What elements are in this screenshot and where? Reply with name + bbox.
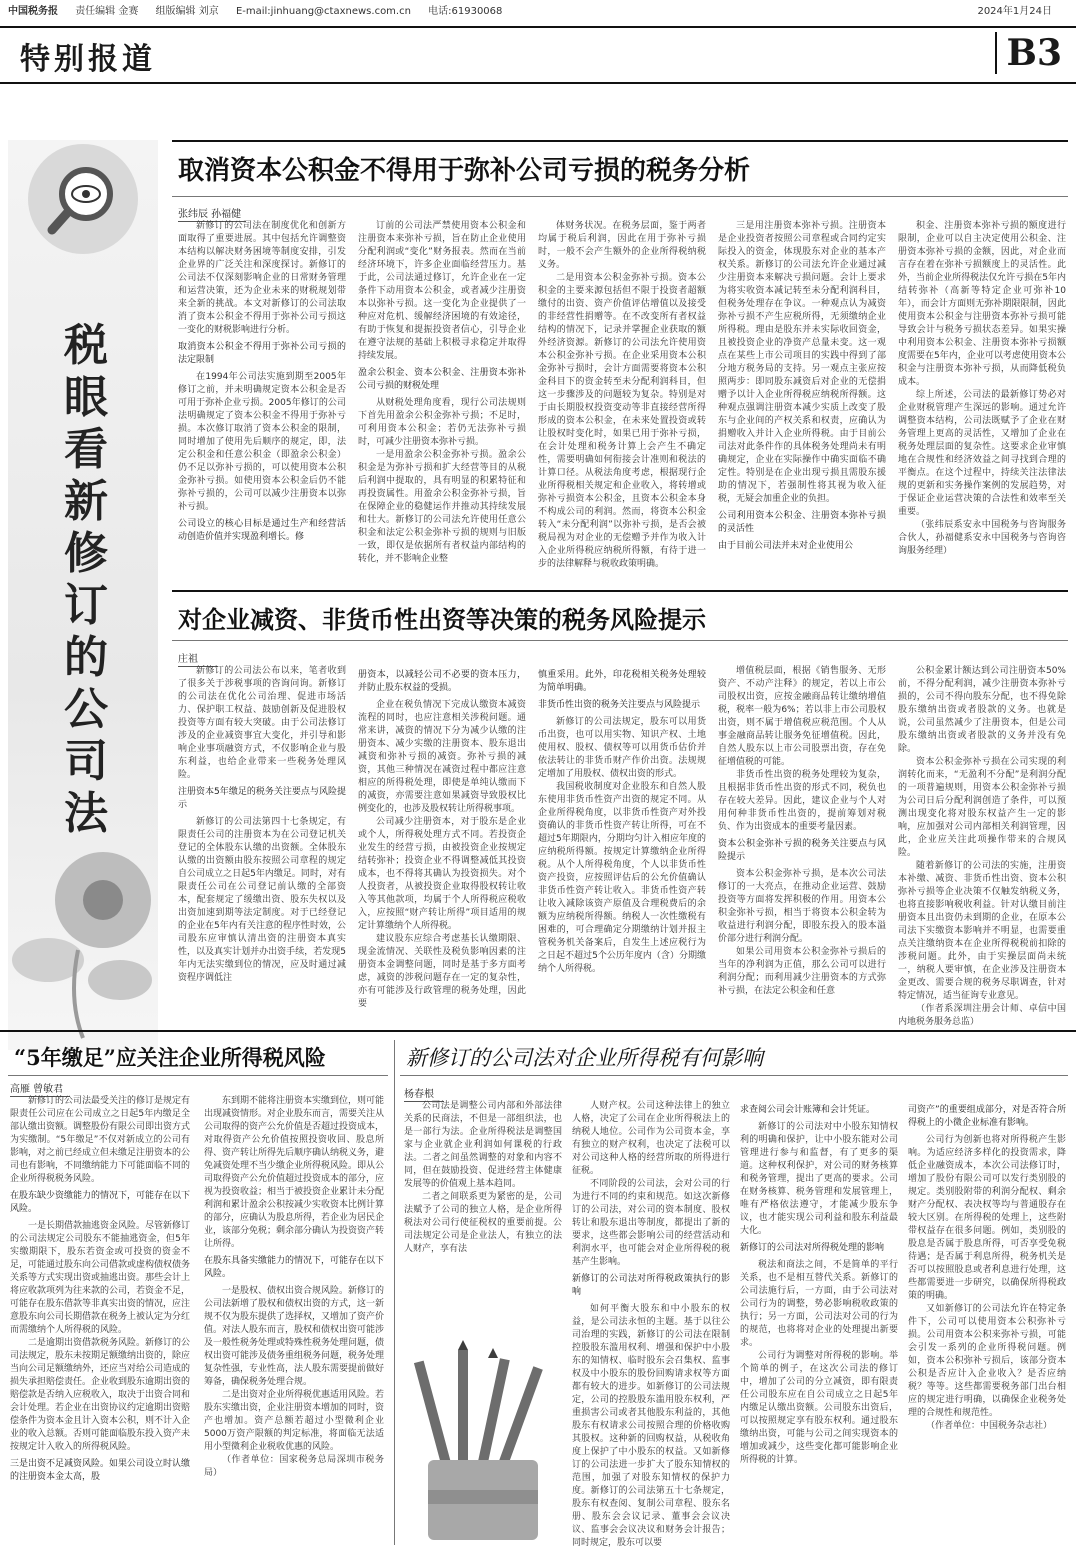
section-header xyxy=(0,26,1076,84)
article1-column xyxy=(898,220,1066,570)
article3-rule xyxy=(8,1075,388,1076)
section-title: 特别报道 xyxy=(20,42,156,77)
side-title-char: 订 xyxy=(64,580,108,631)
paragraph: 资本公积金弥补亏损在公司实现的利润转化而来，“无盈利不分配”是利润分配的一项普遍规则，用资本公积金弥补亏损为公司日后分配利润创造了条件，可以预测出现变化将对股东权益产生一定的影响，应加强对公司内部相关利润管理，因此，企业应关注此项操作带来的合规风险。 xyxy=(898,757,1066,858)
paragraph: 增值税层面，根据《销售服务、无形资产、不动产注释》的规定，若以上市公司股权出资，应按金融商品转让缴纳增值税，税率一般为6%；若以非上市公司股权出资，则不属于增值税应税范围。个人从事金融商品转让服务免征增值税。因此，自然人股东以上市公司股票出资，存在免征增值税的可能。 xyxy=(718,666,886,767)
paragraph: 新修订的公司法对所得税处理的影响 xyxy=(740,1243,885,1253)
email: E-mail:jinhuang@ctaxnews.com.cn xyxy=(235,6,411,17)
paragraph: 税法和商法之间，不是简单的平行关系，也不是相互替代关系。新修订的公司法施行后，一方面，由于公司法对公司行为的调整，势必影响税收政策的执行；另一方面，公司法对公司的行为的规范，也将将对企业的处理提出新要求。 xyxy=(740,1260,898,1348)
paragraph: 三是用注册资本弥补亏损。注册资本是企业投资者按照公司章程或合同约定实际投入的资金，体现股东对企业的基本产权关系。新修订的公司法允许企业通过减少注册资本来解决亏损问题。会计上要求为将实收资本减记转至未分配利润科目，但税务处理存在争议。一种观点认为减资弥补亏损不产生应税所得，无须缴纳企业所得税。理由是股东并未实际收回资金，且被投资企业的净资产总量未变。这一观点在某些上市公司项目的实践中得到了部分地方税务局的支持。另一观点主张应按照两步：即同股东减资后对企业的无偿捐赠予以计入企业所得税应纳税所得额。这种观点强调注册资本减少实质上改变了股东与企业间的产权关系和权责，应确认为捐赠收入并计入企业所得税。由于目前公司法对此条件作的具体税务处理尚未有明确规定，企业在实际操作中确实面临不确定性。特别是在企业出现亏损且需股东援助的情况下，若强制性将其视为收入征税，无疑会加重企业的负担。 xyxy=(718,221,886,504)
paragraph: 在股东具备实缴能力的情况下，可能存在以下风险。 xyxy=(204,1256,385,1279)
paragraph: 在1994年公司法实施到期至2005年修订之前，并未明确规定资本公积金是否可用于弥补企业亏损。2005年修订的公司法明确规定了资本公积金不得用于弥补亏损。本次修订取消了资本公积金的限制，同时增加了使用先后顺序的规定，即，法定公积金和任意公积金（即盈余公积金）仍不足以弥补亏损的，可以使用资本公积金弥补亏损。如使用资本公积金后仍不能弥补亏损的，公司可以减少注册资本以弥补亏损。 xyxy=(178,372,346,512)
article2-top-rule xyxy=(172,590,1068,592)
paragraph: （张纬辰系安永中国税务与咨询服务合伙人，孙福健系安永中国税务与咨询咨询服务经理） xyxy=(898,520,1066,556)
paragraph: 二是出资对企业所得税优惠适用风险。若股东实缴出资，企业注册资本增加的同时，资产也增加。资产总额若超过小型微利企业5000万资产限额的判定标准，将面临无法适用小型微利企业税收优惠的风险。 xyxy=(204,1390,385,1452)
article2-title: 对企业减资、非货币性出资等决策的税务风险提示 xyxy=(178,605,706,634)
paragraph: 公司行为创新也将对所得税产生影响。为适应经济多样化的投资需求，降低企业融资成本，本次公司法修订时，增加了股份有限公司可以发行类别股的规定。类别股附带的利润分配权、剩余财产分配权、表决权等均与普通股存在较大区别。在所得税的处理上，这些附带权益存在很多问题。例如，类别股的股息是否属于股息所得，可否享受免税待遇；是否属于利息所得，税务机关是否可以按照股息或者利息进行处理，这些都需要进一步研究，以确保所得税政策的明确。 xyxy=(908,1135,1066,1301)
paragraph: 公司设立的核心目标是通过生产和经营活动创造价值并实现盈利增长。修 xyxy=(178,519,346,542)
paragraph: （作者系深圳注册会计师、卓信中国内地税务服务总监） xyxy=(898,1004,1066,1027)
article1-column xyxy=(178,220,346,570)
paper-name: 中国税务报 xyxy=(8,6,58,17)
side-panel xyxy=(8,140,158,1050)
paragraph: 公司行为调整对所得税的影响。举个简单的例子，在这次公司法的修订中，增加了公司的分立减资，即有限责任公司股东应在自公司成立之日起5年内缴足认缴出资额。公司股东出资后，可以按照规定享有股东权利。通过股东缴纳出资，可能与公司之间实现资本的增加或减少，这些变化都可能影响企业所得税的计算。 xyxy=(740,1351,898,1465)
paragraph: 企业在税负情况下完成认缴资本减资流程的同时，也应注意相关涉税问题。通常来讲，减资的情况下分为减少认缴的注册资本、减少实缴的注册资本、股东退出减资和弥补亏损的减资。弥补亏损的减资，其他三种情况在减资过程中都应注意相应的所得税处理，即使是单纯认缴而下的减资，亦需要注意如果减资导致股权比例变化的，也涉及股权转让所得税事项。 xyxy=(358,700,526,814)
article1-top-rule xyxy=(172,140,1068,142)
paragraph: 盈余公积金、资本公积金、注册资本弥补公司亏损的财税处理 xyxy=(358,368,526,391)
magnifier-eye-icon xyxy=(28,144,138,254)
article3-body xyxy=(10,1095,386,1545)
paragraph: 如果公司用资本公积金弥补亏损后的当年的净利润为正值，那么公司可以进行利润分配；而利用减少注册资本的方式弥补亏损，在法定公积金和任意 xyxy=(718,947,886,996)
paragraph: 新修订的公司法对所得税政策执行的影响 xyxy=(572,1274,730,1297)
article3-column xyxy=(204,1095,384,1545)
article2-column xyxy=(898,665,1066,1027)
paragraph: 非货币性出资的税务处理较为复杂，且根据非货币性出资的形式不同，税负也存在较大差异。因此，建议企业与个人对用何种非货币性出资的，提前筹划对税负、作为出资成本的重要考量因素。 xyxy=(718,770,886,832)
column-divider xyxy=(394,1040,395,1545)
paragraph: 体财务状况。在税务层面，鉴于两者均属于税后利润，因此在用于弥补亏损时，一般不会产生额外的企业所得税纳税义务。 xyxy=(538,221,706,270)
pencil-cup-illustration xyxy=(398,1340,568,1545)
paragraph: 求查阅公司会计账簿和会计凭证。 xyxy=(740,1105,876,1115)
paragraph: 一是长期借款抽逃资金风险。尽管新修订的公司法规定公司股东不能抽逃资金，但5年实缴期限下，股东若资金或可投资的资金不足，可能通过股东向公司借款或虚构债权债务关系等方式实现出资或抽逃出资。那些会计上将应收款项列为往来款的公司，若资金不足，可能存在股东借款等非真实出资的情况，应注意股东向公司长期借款在税务上被认定为分红而需缴纳个人所得税的风险。 xyxy=(10,1221,191,1335)
article1-column xyxy=(718,220,886,570)
paragraph: 公司减少注册资本，对于股东是企业或个人，所得税处理方式不同。若投资企业发生的经营亏损，由被投资企业按规定结转弥补；投资企业不得调整减低其投资成本，也不得将其确认为投资损失。对个人投资者，从被投资企业取得股权转让收入等其他款项，均属于个人所得税应税收入，应按照“财产转让所得”项目适用的规定计算缴纳个人所得税。 xyxy=(358,817,526,931)
paragraph: 慎重采用。此外，印花税相关税务处理较为简单明确。 xyxy=(538,670,706,693)
bottom-band-rule xyxy=(0,1030,1076,1032)
article2-column xyxy=(718,665,886,1020)
paragraph: 公司法是调整公司内部和外部法律关系的民商法，不但是一部组织法，也是一部行为法。企业所得税法是调整国家与企业就企业利润如何课税的行政法。二者之间虽然调整的对象和内容不同，但在鼓励投资、促进经营主体健康发展等的价值观上基本趋同。 xyxy=(404,1101,562,1189)
paragraph: 综上所述，公司法的最新修订势必对企业财税管理产生深远的影响。通过允许调整资本结构，公司法既赋予了企业在财务管理上更高的灵活性，又增加了企业在税务处理层面的复杂性。这要求企业审慎地在合规性和经济效益之间寻找到合理的平衡点。在这个过程中，持续关注法律法规的更新和实务操作案例的发展趋势，对于保证企业运营决策的合法性和效率至关重要。 xyxy=(898,390,1066,517)
paragraph: 人财产权。公司这种法律上的独立人格，决定了公司在企业所得税法上的纳税人地位。公司作为公司资本金，享有独立的财产权利，也决定了法税可以对公司这种人格的经营所取的所得进行征税。 xyxy=(572,1101,730,1176)
date: 2024年1月24日 xyxy=(977,6,1052,17)
page-number: B3 xyxy=(995,32,1062,74)
paragraph: 三是出资不足减资风险。如果公司设立时认缴的注册资本金太高，股 xyxy=(10,1459,191,1482)
article1-column xyxy=(358,220,526,570)
paragraph: 取消资本公积金不得用于弥补公司亏损的法定限制 xyxy=(178,342,346,365)
editor: 责任编辑 金赛 xyxy=(75,6,139,17)
article4-byline: 杨春根 xyxy=(404,1085,444,1102)
paragraph: 我国税收制度对企业股东和自然人股东使用非货币性资产出资的规定不同。从企业所得税角度，以非货币性资产对外投资确认的非货币性资产转让所得，可在不超过5年期限内，分期均匀计入相应年度的应纳税所得额。按规定计算缴纳企业所得税。从个人所得税角度，个人以非货币性资产投资，应按照评估后的公允价值确认非货币性资产转让收入。非货币性资产转让收入减除该资产原值及合理税费后的余额为应纳税所得额。纳税人一次性缴税有困难的，可合理确定分期缴纳计划并报主管税务机关备案后，自发生上述应税行为之日起不超过5个公历年度内（含）分期缴纳个人所得税。 xyxy=(538,782,706,974)
paragraph: 公积金累计额达到公司注册资本50%前，不得分配利润，减少注册资本弥补亏损的，公司不得向股东分配，也不得免除股东缴纳出资或者股款的义务。也就是说，公司虽然减少了注册资本，但是公司股东缴纳出资或者股款的义务并没有免除。 xyxy=(898,666,1066,754)
article4-column xyxy=(908,1100,1066,1545)
article3-column xyxy=(10,1095,190,1545)
paragraph: 新修订的公司法第四十七条规定，有限责任公司的注册资本为在公司登记机关登记的全体股东认缴的出资额。全体股东认缴的出资额由股东按照公司章程的规定自公司成立之日起5年内缴足。同时，对有限责任公司在公司登记前认缴的全部资本，配套规定了缓缴出资、股东失权以及出资加速到期等法定制度。对于已经登记的企业在5年内有关注意的程序性时效，公司股东应审慎认清出资的注册资本真实性，以及真实计划并办出资手续，若发现5年内无法实缴到位的情况，应及时通过减资程序调低注 xyxy=(178,817,346,983)
article4-title: 新修订的公司法对企业所得税有何影响 xyxy=(406,1046,763,1070)
designer: 组版编辑 刘京 xyxy=(155,6,219,17)
article2-byline: 庄祖 xyxy=(178,650,218,667)
paragraph: 新修订的公司法在制度优化和创新方面取得了重要进展。其中包括允许调整资本结构以解决财务困境等制度安排，引发企业界的广泛关注和深度探讨。新修订的公司法不仅深刻影响企业的日常财务管理和运营决策，还为企业未来的财税规划带来全新的挑战。本文对新修订的公司法取消了资本公积金不得用于弥补公司亏损这一变化的财税影响进行分析。 xyxy=(178,221,346,335)
side-title-char: 税 xyxy=(64,320,108,371)
article1-title: 取消资本公积金不得用于弥补公司亏损的税务分析 xyxy=(178,156,751,186)
article4-column xyxy=(740,1100,898,1545)
masthead-strip xyxy=(0,0,1076,24)
article2-column xyxy=(358,665,526,1020)
flower-decoration xyxy=(8,780,158,1040)
article2-body xyxy=(178,665,1066,1027)
paragraph: 新修订的公司法最受关注的修订是规定有限责任公司应在公司成立之日起5年内缴足全部认缴出资额。调整股份有限公司即出资方式为实缴制。“5年缴足”不仅对新成立的公司有影响，对之前已经成立但未缴足注册资本的公司也有影响，不同缴纳能力下可能面临不同的企业所得税税务风险。 xyxy=(10,1096,191,1184)
paragraph: 司资产”的重要组成部分，对是否符合所得税上的小微企业标准有影响。 xyxy=(908,1105,1066,1128)
side-title-char: 公 xyxy=(64,684,108,735)
side-title-char: 的 xyxy=(64,632,108,683)
paragraph: 资本公积金弥补亏损，是本次公司法修订的一大亮点，在推动企业运营、鼓励投资等方面将发挥积极的作用。用资本公积金弥补亏损，相当于将资本公积金转为收益进行利润分配，即股东投入的股本溢价部分进行利润分配。 xyxy=(718,869,886,944)
side-title-char: 修 xyxy=(64,528,108,579)
paragraph: 订前的公司法严禁使用资本公积金和注册资本来弥补亏损，旨在防止企业使用分配利润或“变化”财务报表。然而在当前经济环境下，许多企业面临经营压力。基于此，公司法通过修订，允许企业在一定条件下动用资本公积金，或者减少注册资本以弥补亏损。这一变化为企业提供了一种应对危机、缓解经济困境的有效途径，有助于恢复和提振投资者信心，引导企业在遵守法规的基础上积极寻求稳定并取得持续发展。 xyxy=(358,221,526,361)
paragraph: 建议股东应综合考虑基长认缴期限、现金流情况、关联性及税负影响因素的注册资本金调整问题，同时是基于多方面考虑，减资的涉税问题存在一定的复杂性，亦有可能涉及行政管理的税务处理，因此要 xyxy=(358,934,526,1009)
paragraph: 新修订的公司法公布以来，笔者收到了很多关于涉税事项的咨询问询。新修订的公司法在优化公司治理、促进市场活力、保护职工权益、鼓励创新及促进股权投资等方面有较大突破。由于公司法修订涉及的企业减资事宜大变化，并引导和影响企业事项融资方式，不仅影响企业与股东利益，也给企业带来一些税务处理风险。 xyxy=(178,666,346,780)
paragraph: 册资本，以减轻公司不必要的资本压力，并防止股东权益的受损。 xyxy=(358,670,526,693)
paragraph: 新修订的公司法对中小股东知情权利的明确和保护，让中小股东能对公司管理进行参与和监督，有了更多的渠道。这种权利保护，对公司的财务核算和税务管理，提出了更高的要求。公司在财务核算、税务管理和发展管理上，唯有严格依法遵守，才能减少股东争议，也才能实现公司利益和股东利益最大化。 xyxy=(740,1122,898,1236)
paragraph: 公司利用资本公积金、注册资本弥补亏损的灵活性 xyxy=(718,511,886,534)
paragraph: 非货币性出资的税务关注要点与风险提示 xyxy=(538,700,701,710)
paragraph: 一是用盈余公积金弥补亏损。盈余公积金是为弥补亏损和扩大经营等目的从税后利润中提取的，具有明显的积累特征和再投资属性。用盈余公积金弥补亏损，旨在保障企业的稳健运作并推动其持续发展和壮大。新修订的公司法允许使用任意公积金和法定公积金弥补亏损的规则与旧版一致，即仅是依据所有者权益内部结构的转化，并不影响企业整 xyxy=(358,450,526,564)
side-title-char: 看 xyxy=(64,424,108,475)
side-title-char: 新 xyxy=(64,476,108,527)
phone: 电话:61930068 xyxy=(428,6,503,17)
article4-column xyxy=(572,1100,730,1548)
article3-byline: 高雁 曾敏君 xyxy=(10,1080,70,1097)
paragraph: 如何平衡大股东和中小股东的权益，是公司法永恒的主题。基于以往公司治理的实践，新修订的公司法在限制控股股东滥用权利、增强和保护中小股东的知情权、临时股东会召集权、监事权及中小股东的股份回购请求权等方面都有较大的进步。如新修订的公司法规定，公司的控股股东滥用股东权利，严重损害公司或者其他股东利益的，其他股东有权请求公司按照合理的价格收购其股权。这种新的回购权益，从税收角度上保护了中小股东的权益。又如新修订的公司法进一步扩大了股东知情权的范围，加强了对股东知情权的保护力度。新修订的公司法第五十七条规定，股东有权查阅、复制公司章程、股东名册、股东会会议记录、董事会会议决议、监事会会议决议和财务会计报告；同时规定，股东可以要 xyxy=(572,1304,730,1548)
paragraph: 一是股权、债权出资合规风险。新修订的公司法新增了股权和债权出资的方式，这一新规不仅为股东提供了选择权，又增加了资产价值。对法人股东而言，股权和债权出资可能涉及一般性税务处理或特殊性税务处理问题，债权出资可能涉及债务重组税务问题，税务处理复杂性强，专业性高，法人股东需要提前做好筹备，确保税务处理合规。 xyxy=(204,1286,385,1387)
side-title-char: 眼 xyxy=(64,372,108,423)
article1-column xyxy=(538,220,706,570)
article3-title: “5年缴足”应关注企业所得税风险 xyxy=(14,1045,326,1070)
article2-column xyxy=(538,665,706,1020)
article1-byline: 张纬辰 孙福健 xyxy=(178,205,246,222)
paragraph: 由于目前公司法并未对企业使用公 xyxy=(718,541,854,551)
paragraph: 二是用资本公积金弥补亏损。资本公积金的主要来源包括但不限于投资者超额缴付的出资、资产价值评估增值以及接受的非经营性捐赠等。在不改变所有者权益结构的情况下，记录并掌握企业获取的额外经济资源。新修订的公司法允许使用资本公积金弥补亏损。在企业采用资本公积金弥补亏损时，会计方面需要将资本公积金科目下的资金转至未分配利润科目，但这一步骤涉及的问题较为复杂。特别是对于由长期股权投资变动等非直接经营所得形成的资本公积金，在未来处置投资或转让股权时变化时，如果已用于弥补亏损，在会计处理和税务计算上会产生不确定性，需要明确如何衔接会计准则和税法的计算口径。从税法角度考虑，根据现行企业所得税相关规定和企业收入，将转增或弥补亏损资本公积金，且资本公积金本身不构成公司的利润。然而，将资本公积金转入“未分配利润”以弥补亏损，是否会被税局视为对企业的无偿赠予并作为收入计入企业所得税应纳税所得额，有待于进一步的法律解释与税收政策明确。 xyxy=(538,273,706,569)
paragraph: （作者单位：中国税务杂志社） xyxy=(926,1421,1053,1431)
article4-column xyxy=(404,1100,562,1335)
paragraph: 二者之间联系更为紧密的是，公司法赋予了公司的独立人格，是企业所得税法对公司行使征税权的重要前提。公司法规定公司是企业法人，有独立的法人财产，享有法 xyxy=(404,1192,562,1254)
paragraph: 从财税处理角度看，现行公司法规则下首先用盈余公积金弥补亏损；不足时，可利用资本公积金；若仍无法弥补亏损时，可减少注册资本弥补亏损。 xyxy=(358,398,526,447)
article2-column xyxy=(178,665,346,1020)
article4-rule xyxy=(400,1075,1068,1076)
article1-body xyxy=(178,220,1066,570)
article1-rule xyxy=(172,196,1068,197)
side-title-char: 法 xyxy=(64,788,108,839)
paragraph: 又如新修订的公司法允许在特定条件下，公司可以使用资本公积弥补亏损。公司用资本公积来弥补亏损，可能会引发一系列的企业所得税问题。例如，资本公积弥补亏损后，该部分资本公积是否应计入企业收入？是否应纳税？等等。这些都需要税务部门出台相应的规定进行明确，以确保企业税务处理的合规性和规范性。 xyxy=(908,1304,1066,1418)
side-title-char: 司 xyxy=(64,736,108,787)
paragraph: 注册资本5年缴足的税务关注要点与风险提示 xyxy=(178,787,346,810)
paragraph: 东到期不能将注册资本实缴到位，则可能出现减资情形。对企业股东而言，需要关注从公司取得的资产公允价值是否超过投资成本，对取得资产公允价值按照投资收回、股息所得、资产转让所得先后顺序确认纳税义务，避免减资处理不当少缴企业所得税风险。即从公司取得资产公允价值超过投资成本的部分，应视为投资收益；相当于被投资企业累计未分配利润和累计盈余公积按减少实收资本比例计算的部分，应确认为股息所得，若企业为居民企业，该部分免税；剩余部分确认为投资资产转让所得。 xyxy=(204,1096,385,1249)
paragraph: 在股东缺少资缴能力的情况下，可能存在以下风险。 xyxy=(10,1191,191,1214)
paragraph: 随着新修订的公司法的实施，注册资本补缴、减资、非货币性出资、资本公积弥补亏损等企业决策不仅触发纳税义务，也将直接影响税收利益。针对认缴目前注册资本且出资仍未到期的企业，在原本公司法下实缴资本影响并不明显，也需要重点关注缴纳资本在企业所得税税前扣除的涉税问题。此外，由于实操层面尚未统一，纳税人要审慎，在企业涉及注册资本金更改、需要合规的税务尽职调查，针对特定情况，适当征询专业意见。 xyxy=(898,861,1066,1001)
article2-rule xyxy=(172,640,1068,641)
paragraph: 不同阶段的公司法，会对公司的行为进行不同的约束和规范。如这次新修订的公司法，对公司的资本制度、股权转让和股东退出等制度，都提出了新的要求，这些都会影响公司的经营活动和利润水平，也可能会对企业所得税的税基产生影响。 xyxy=(572,1179,730,1267)
paragraph: 资本公积金弥补亏损的税务关注要点与风险提示 xyxy=(718,839,886,862)
side-vertical-title xyxy=(56,320,116,840)
paragraph: （作者单位：国家税务总局深圳市税务局） xyxy=(204,1455,384,1478)
paragraph: 积金、注册资本弥补亏损的额度进行限制，企业可以自主决定使用公积金、注册资本弥补亏损的金额，因此，对企业而言存在着在弥补亏损额度上的灵活性。此外，当前企业所得税法仅允许亏损在5年内结转弥补（高新等特定企业可弥补10年），而会计方面则无弥补期限限制，因此使用资本公积金与注册资本弥补亏损可能导致会计与税务亏损状态差异。如果实操中利用资本公积金、注册资本弥补亏损额度需要在5年内，企业可以考虑使用资本公积金与注册资本弥补亏损，从而降低税负成本。 xyxy=(898,221,1066,387)
paragraph: 新修订的公司法规定，股东可以用货币出资，也可以用实物、知识产权、土地使用权、股权、债权等可以用货币估价并依法转让的非货币财产作价出资。法规规定增加了用股权、债权出资的形式。 xyxy=(538,717,706,779)
paragraph: 二是逾期出资借款税务风险。新修订的公司法规定，股东未按期足额缴纳出资的，除应当向公司足额缴纳外，还应当对给公司造成的损失承担赔偿责任。企业收到股东逾期出资的赔偿款是否纳入应税收入，取决于出资合同和会计处理。若企业在出资协议约定逾期出资赔偿条件为资本金且计入资本公积，则不计入企业的收入总额。否则可能面临股东投入资产未按规定计入收入的所得税风险。 xyxy=(10,1338,191,1452)
